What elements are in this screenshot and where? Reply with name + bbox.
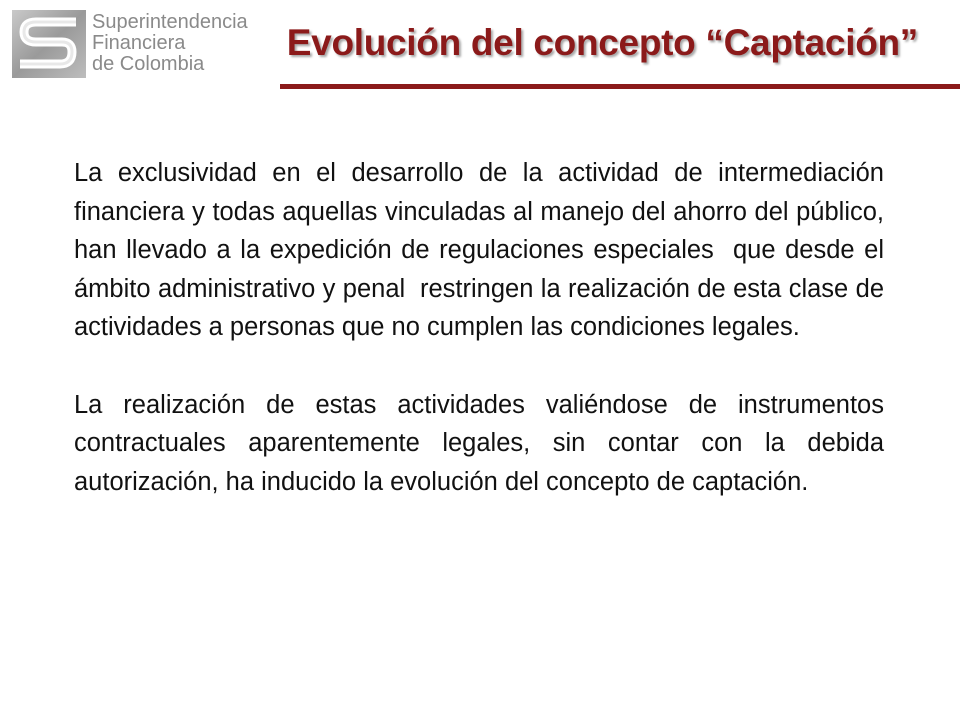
logo-line-1: Superintendencia <box>92 11 248 33</box>
title-divider <box>280 84 960 89</box>
paragraph-1: La exclusividad en el desarrollo de la actividad de intermediación financiera y todas aquellas vinculadas al manejo del ahorro del público, han llevado a la expedición de regulaciones especiales que desde el ámbito administrativo y penal restringen la realización de esta clase de actividades a personas que no cumplen las condiciones legales. <box>74 159 892 341</box>
logo-line-2: Financiera <box>92 32 186 54</box>
logo-text <box>92 12 248 75</box>
page-title: Evolución del concepto “Captación” <box>286 22 918 63</box>
slide-body <box>74 154 892 540</box>
paragraph-2: La realización de estas actividades valiéndose de instrumentos contractuales aparentemente legales, sin contar con la debida autorización, ha inducido la evolución del concepto de captación. <box>74 390 892 496</box>
logo-s-mark-icon <box>10 8 88 80</box>
logo-line-3: de Colombia <box>92 53 205 75</box>
superintendencia-logo <box>10 8 250 80</box>
